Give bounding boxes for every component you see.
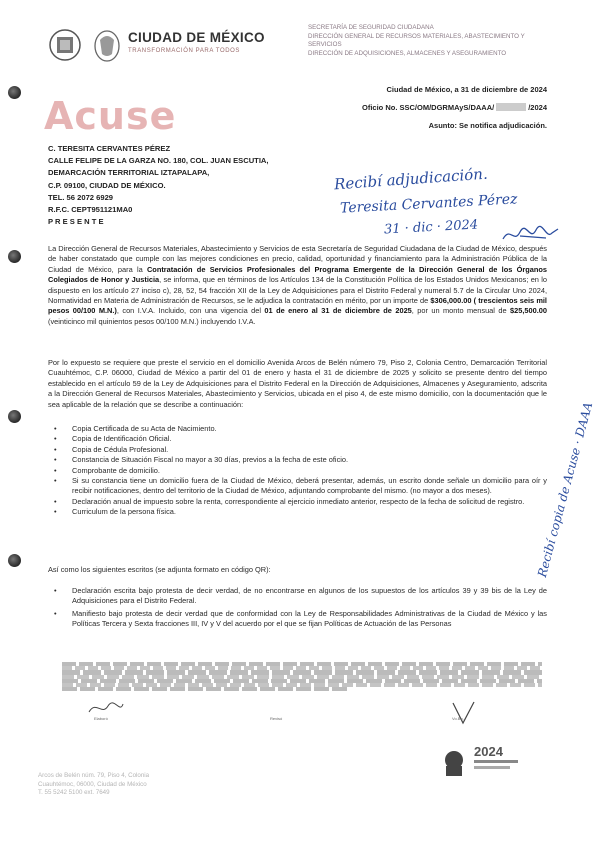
amount-total: $306,000.00 ( trescientos seis mil pesos 00/100 M.N.) [48,296,547,316]
dept-line: DIRECCIÓN GENERAL DE RECURSOS MATERIALES, ABASTECIMIENTO Y [308,32,525,40]
list-item: • Manifiesto bajo protesta de decir verdad que de conformidad con la Ley de Responsabilidades Administrativas de la Ciudad de México y las Políticas Tercera y Sexta fracciones III, IV y V del acuerdo por el que se fijan Políticas de Actuación de las Personas [54,608,547,629]
recipient-line: CALLE FELIPE DE LA GARZA NO. 180, COL. JUAN ESCUTIA, [48,156,269,166]
paragraph-requisitos: Por lo expuesto se requiere que preste el servicio en el domicilio Avenida Arcos de Belén número 79, Piso 2, Colonia Centro, Demarcación Territorial Cuauhtémoc, C.P. 06000, Ciudad de México a partir del 01 de enero y hasta el 31 de diciembre de 2025 y solicito se presente dentro del tiempo establecido en el artículo 59 de la Ley de Adquisiciones para el Distrito Federal en la Dirección de Adquisiciones, Almacenes y Aseguramiento, adscrita a la Dirección General de Recursos Materiales, Abastecimiento y Servicios, ubicada en el piso 4, de este mismo domicilio, con la documentación que le sea aplicable de la relación que se describe a continuación: [48,358,547,409]
handwritten-note: 31 · dic · 2024 [383,217,479,238]
initials-signature-icon [86,700,126,716]
list-item: • Declaración anual de impuesto sobre la renta, correspondiente al ejercicio inmediato anterior, respecto de la fecha de solicitud de registro. [54,496,525,506]
list-item: • Si su constancia tiene un domicilio fuera de la Ciudad de México, deberá presentar, además, un escrito donde señale un domicilio para oír y recibir notificaciones, dentro del territorio de la Ciudad de México, adjuntando comprobante del mismo. (no mayor a dos meses). [54,476,547,496]
recipient-address [48,143,269,228]
list-item-text: Copia Certificada de su Acta de Nacimiento. [72,424,217,433]
list-item-text: Curriculum de la persona física. [72,507,176,517]
amount-monthly: $25,500.00 [510,306,548,316]
list-item-text: Copia de Identificación Oficial. [72,434,172,444]
footer-line: T. 55 5242 5100 ext. 7649 [38,789,110,797]
text-run: , con I.V.A. Incluido, con una vigencia del [116,306,265,316]
oficio-number [362,103,547,112]
service-name: Contratación de Servicios Profesionales del Programa Emergente de la Dirección General de los Órganos Colegiados de Honor y Justicia [48,264,547,285]
document-list [54,424,547,518]
list-item: • Curriculum de la persona física. [54,507,176,517]
redaction-mark [496,103,526,111]
recipient-line: DEMARCACIÓN TERRITORIAL IZTAPALAPA, [48,168,210,178]
punch-hole [8,554,21,567]
asunto: Asunto: Se notifica adjudicación. [428,121,547,130]
margin-note: Recibí copia de Acuse · DAAA [535,400,595,579]
recipient-line: C.P. 09100, CIUDAD DE MÉXICO. [48,180,166,190]
oficio-prefix: Oficio No. SSC/OM/DGRMAyS/DAAA/ [361,103,495,112]
city-name: CIUDAD DE MÉXICO [128,30,265,45]
dept-line: SECRETARÍA DE SEGURIDAD CIUDADANA [308,24,434,31]
punch-hole [8,250,21,263]
city-seal-icon [48,28,82,62]
logo-year-text: 2024 [474,744,503,759]
text-run: , por un monto mensual de [411,306,511,316]
list-item: • Copia Certificada de su Acta de Nacimiento. [54,424,217,433]
list-item-text: Copia de Cédula Profesional. [72,444,169,454]
recipient-line: TEL. 56 2072 6929 [48,192,114,202]
list-item-text: Manifiesto bajo protesta de decir verdad que de conformidad con la Ley de Responsabilidades Administrativas de la Ciudad de México y las Políticas Tercera y Sexta fracciones III, IV y V del acuerdo por el que se fijan Políticas de Actuación de las Personas [72,608,547,629]
list-item: • Constancia de Situación Fiscal no mayor a 30 días, previos a la fecha de este oficio. [54,455,349,465]
paragraph-escritos: Así como los siguientes escritos (se adjunta formato en código QR): [48,565,271,574]
list-item: • Comprobante de domicilio. [54,465,160,475]
city-subtitle: TRANSFORMACIÓN PARA TODOS [128,48,241,54]
list-item: • Declaración escrita bajo protesta de decir verdad, de no encontrarse en algunos de los supuestos de los artículos 39 y 39 bis de la Ley de Adquisiciones para el Distrito Federal. [54,586,547,606]
list-item-text: Constancia de Situación Fiscal no mayor a 30 días, previos a la fecha de este oficio. [72,455,349,465]
list-item: • Copia de Cédula Profesional. [54,444,169,454]
dept-line: DIRECCIÓN DE ADQUISICIONES, ALMACENES Y ASEGURAMIENTO [308,49,507,57]
oficio-year: /2024 [528,103,547,112]
city-crest-icon [92,26,122,64]
dept-line: SERVICIOS [308,41,342,49]
list-item-text: Declaración anual de impuesto sobre la renta, correspondiente al ejercicio inmediato anterior, respecto de la fecha de solicitud de registro. [72,496,525,506]
validity-period: 01 de enero al 31 de diciembre de 2025 [264,306,412,316]
punch-hole [8,410,21,423]
department-block [308,24,558,58]
text-run: (veinticinco mil quinientos pesos 00/100 M.N.) incluyendo I.V.A. [48,316,256,326]
signature-elaboro: Elaboró [94,716,108,721]
signature-vobo: Vo.Bo. [452,716,464,721]
footer-line: Arcos de Belén núm. 79, Piso 4, Colonia [38,772,150,779]
list-item-text: Si su constancia tiene un domicilio fuera de la Ciudad de México, deberá presentar, además, un escrito donde señale un domicilio para oír y recibir notificaciones, dentro del territorio de la Ciudad de México, adjuntando comprobante del mismo. (no mayor a dos meses). [72,476,547,496]
year-logo-icon [440,738,530,776]
list-item-text: Declaración escrita bajo protesta de decir verdad, de no encontrarse en algunos de los supuestos de los artículos 39 y 39 bis de la Ley de Adquisiciones para el Distrito Federal. [72,586,547,606]
text-run: , se informa, que en términos de los Artículos 134 de la Constitución Política de los Estados Unidos Mexicanos; en lo dispuesto en los artículo 27 inciso c), 28, 52, 54 fracción XII de la Ley de Adquisiciones para el Distrito Federal y numeral 5.7 de la Circular Uno 2024, Normatividad en Materia de Administración de Recursos, se le adjudica la contratación en mérito, por un importe de [48,275,547,306]
initials-signature-icon [448,698,478,728]
punch-hole [8,86,21,99]
recipient-line: R.F.C. CEPT951121MA0 [48,205,133,215]
escritos-list [54,586,547,630]
handwritten-signature-icon [500,224,562,246]
footer-line: Cuauhtémoc, 06000, Ciudad de México [38,780,147,788]
acuse-stamp: Acuse [44,94,177,138]
list-item-text: Comprobante de domicilio. [72,465,160,475]
handwritten-note: Recibí adjudicación. [333,164,489,194]
paragraph-adjudicacion [48,244,547,327]
handwritten-note: Teresita Cervantes Pérez [339,191,518,217]
signature-reviso: Revisó [270,716,283,721]
recipient-line: P R E S E N T E [48,217,104,227]
place-date: Ciudad de México, a 31 de diciembre de 2024 [386,85,547,94]
recipient-line: C. TERESITA CERVANTES PÉREZ [48,144,171,153]
list-item: • Copia de Identificación Oficial. [54,434,172,444]
footer-address [38,772,149,798]
copy-recipients-block [62,662,542,691]
text-run: La Dirección General de Recursos Materiales, Abastecimiento y Servicios de esta Secretaría de Seguridad Ciudadana de la Ciudad de México, después de haber constatado que cumple con las mejores condiciones en precio, calidad, oportunidad y financiamiento para la Administración Pública de la Ciudad de México, para la [48,244,547,274]
